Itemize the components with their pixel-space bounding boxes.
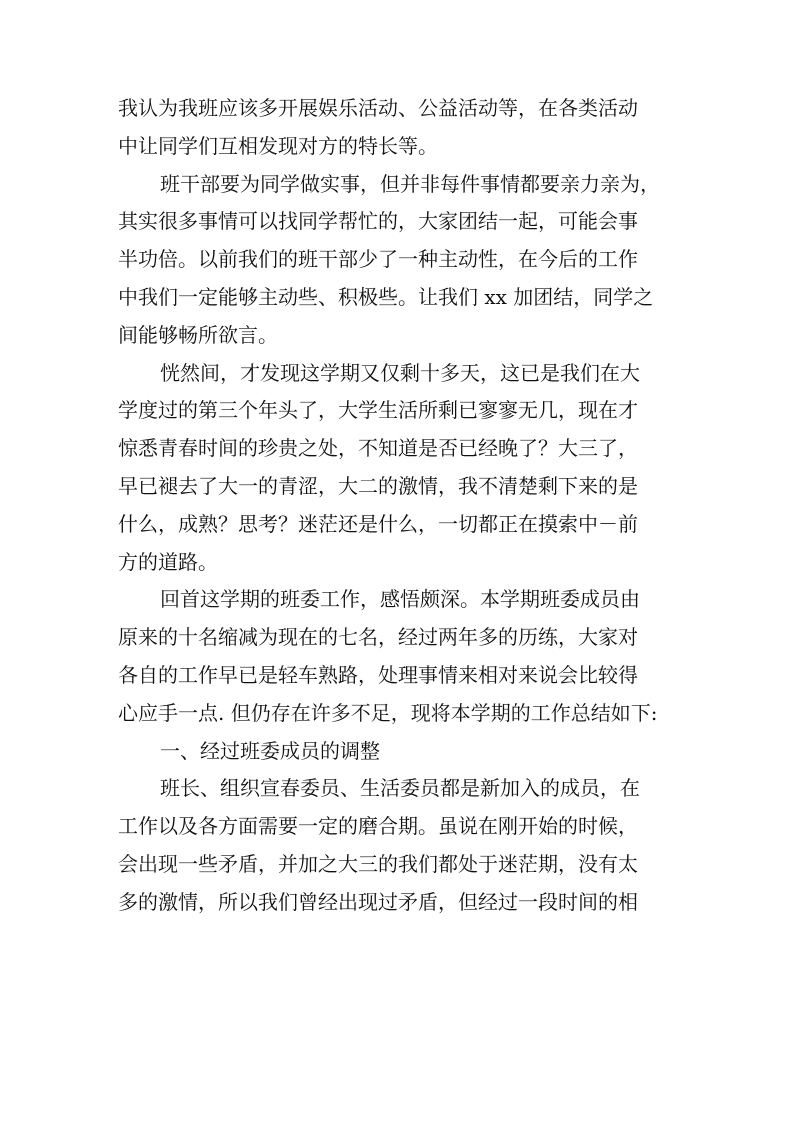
text-line: 各自的工作早已是轻车熟路，处理事情来相对来说会比较得 — [118, 662, 638, 687]
text-line: 心应手一点. 但仍存在许多不足，现将本学期的工作总结如下: — [118, 700, 658, 725]
text-line: 恍然间，才发现这学期又仅剩十多天，这已是我们在大 — [160, 360, 640, 385]
text-line: 回首这学期的班委工作，感悟颇深。本学期班委成员由 — [160, 587, 640, 612]
text-line: 方的道路。 — [118, 549, 218, 574]
text-line: 多的激情，所以我们曾经出现过矛盾，但经过一段时间的相 — [118, 889, 638, 914]
text-line: 中我们一定能够主动些、积极些。让我们 xx 加团结，同学之 — [118, 284, 654, 309]
section-heading: 一、经过班委成员的调整 — [160, 738, 380, 763]
text-line: 会出现一些矛盾，并加之大三的我们都处于迷茫期，没有太 — [118, 851, 638, 876]
text-line: 我认为我班应该多开展娱乐活动、公益活动等，在各类活动 — [118, 96, 638, 120]
text-line: 班干部要为同学做实事，但并非每件事情都要亲力亲为， — [160, 171, 660, 196]
text-line: 间能够畅所欲言。 — [118, 322, 278, 347]
text-line: 惊悉青春时间的珍贵之处，不知道是否已经晚了？大三了， — [118, 436, 638, 461]
text-line: 其实很多事情可以找同学帮忙的，大家团结一起，可能会事 — [118, 209, 638, 234]
text-line: 半功倍。以前我们的班干部少了一种主动性，在今后的工作 — [118, 247, 638, 272]
text-line: 中让同学们互相发现对方的特长等。 — [118, 133, 438, 158]
text-line: 什么，成熟？思考？迷茫还是什么，一切都正在摸索中－前 — [118, 511, 638, 536]
text-line: 工作以及各方面需要一定的磨合期。虽说在刚开始的时候， — [118, 814, 638, 839]
text-line: 班长、组织宣春委员、生活委员都是新加入的成员，在 — [160, 776, 640, 801]
text-line: 早已褪去了大一的青涩，大二的激情，我不清楚剩下来的是 — [118, 473, 638, 498]
text-line: 原来的十名缩减为现在的七名，经过两年多的历练，大家对 — [118, 625, 638, 650]
text-line: 学度过的第三个年头了，大学生活所剩已寥寥无几，现在才 — [118, 398, 638, 423]
document-body — [118, 90, 680, 922]
